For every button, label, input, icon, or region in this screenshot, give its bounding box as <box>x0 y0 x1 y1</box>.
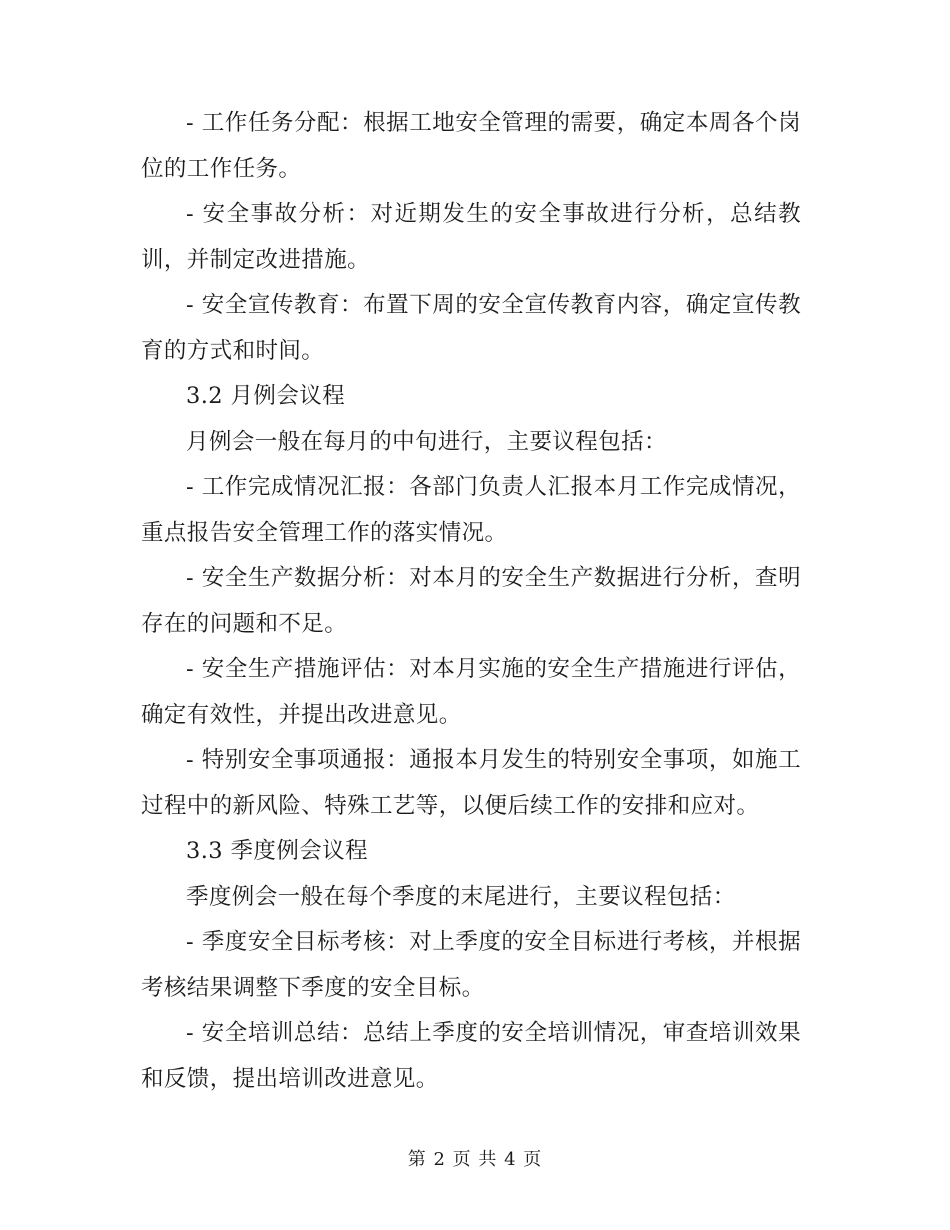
paragraph-work-assignment: - 工作任务分配：根据工地安全管理的需要，确定本周各个岗位的工作任务。 <box>141 110 801 182</box>
section-heading-3-2: 3.2 月例会议程 <box>186 383 346 409</box>
page-footer <box>0 1148 950 1172</box>
paragraph-accident-analysis: - 安全事故分析：对近期发生的安全事故进行分析，总结教训，并制定改进措施。 <box>141 201 801 273</box>
paragraph-special-safety-notice: - 特别安全事项通报：通报本月发生的特别安全事项，如施工过程中的新风险、特殊工艺等，以便后续工作的安排和应对。 <box>141 747 801 819</box>
paragraph-quarterly-intro: 季度例会一般在每个季度的末尾进行，主要议程包括： <box>186 883 736 910</box>
section-heading-3-3: 3.3 季度例会议程 <box>186 838 368 864</box>
paragraph-monthly-intro: 月例会一般在每月的中旬进行，主要议程包括： <box>186 428 667 455</box>
paragraph-training-summary: - 安全培训总结：总结上季度的安全培训情况，审查培训效果和反馈，提出培训改进意见。 <box>141 1020 801 1092</box>
document-body <box>141 101 801 1102</box>
paragraph-quarterly-target-review: - 季度安全目标考核：对上季度的安全目标进行考核，并根据考核结果调整下季度的安全目标。 <box>141 929 801 1001</box>
paragraph-safety-data-analysis: - 安全生产数据分析：对本月的安全生产数据进行分析，查明存在的问题和不足。 <box>141 565 801 637</box>
paragraph-safety-measures-evaluation: - 安全生产措施评估：对本月实施的安全生产措施进行评估，确定有效性，并提出改进意见。 <box>141 656 801 728</box>
paragraph-work-completion-report: - 工作完成情况汇报：各部门负责人汇报本月工作完成情况，重点报告安全管理工作的落实情况。 <box>141 474 801 546</box>
paragraph-safety-education: - 安全宣传教育：布置下周的安全宣传教育内容，确定宣传教育的方式和时间。 <box>141 292 801 364</box>
page-number: 第 2 页 共 4 页 <box>407 1149 543 1170</box>
